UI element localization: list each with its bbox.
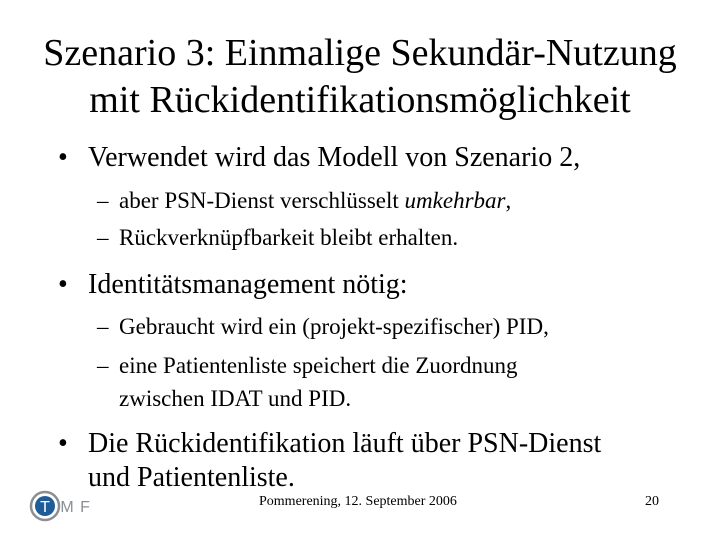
sub-text-1-1 (119, 187, 511, 215)
slide-title-line-1: Szenario 3: Einmalige Sekundär-Nutzung (43, 32, 677, 74)
sub-item-2-2 (97, 352, 518, 413)
tmf-logo-letter-f: F (80, 499, 90, 516)
sub-text-plain: aber PSN-Dienst verschlüsselt (119, 188, 405, 213)
bullet-dot: • (58, 428, 68, 459)
page-number: 20 (645, 494, 659, 509)
bullet-text-2: Identitätsmanagement nötig: (88, 269, 408, 300)
sub-text-2-2-line-2: zwischen IDAT und PID. (119, 386, 352, 411)
bullet-text-3-line-2: und Patientenliste. (88, 462, 295, 493)
slide-title (0, 30, 720, 124)
bullet-item-2 (58, 268, 408, 302)
dash-marker: – (97, 314, 109, 339)
bullet-text-3-line-1: Die Rückidentifikation läuft über PSN-Dienst (88, 428, 602, 459)
bullet-text-3 (88, 427, 601, 495)
bullet-item-3 (58, 427, 601, 495)
tmf-logo (26, 487, 96, 525)
sub-item-1-2 (97, 224, 458, 252)
dash-marker: – (97, 188, 109, 213)
sub-text-2-2 (119, 352, 518, 413)
sub-text-2-2-line-1: eine Patientenliste speichert die Zuordnung (119, 353, 518, 378)
bullet-dot: • (58, 269, 68, 300)
bullet-dot: • (58, 142, 68, 173)
dash-marker: – (97, 353, 109, 378)
dash-marker: – (97, 225, 109, 250)
bullet-text-1: Verwendet wird das Modell von Szenario 2, (88, 142, 581, 173)
bullet-item-1 (58, 141, 580, 175)
sub-item-2-1 (97, 313, 549, 341)
sub-item-1-1 (97, 187, 511, 215)
sub-text-trailing: , (505, 188, 512, 213)
slide-title-line-2: mit Rückidentifikationsmöglichkeit (89, 79, 631, 121)
footer-author-date: Pommerening, 12. September 2006 (259, 494, 457, 509)
tmf-logo-letter-t: T (40, 499, 50, 516)
sub-text-1-2: Rückverknüpfbarkeit bleibt erhalten. (119, 225, 459, 250)
sub-text-emphasis: umkehrbar (404, 188, 506, 213)
tmf-logo-letter-m: M (60, 499, 74, 516)
sub-text-2-1: Gebraucht wird ein (projekt-spezifischer) PID, (119, 314, 549, 339)
